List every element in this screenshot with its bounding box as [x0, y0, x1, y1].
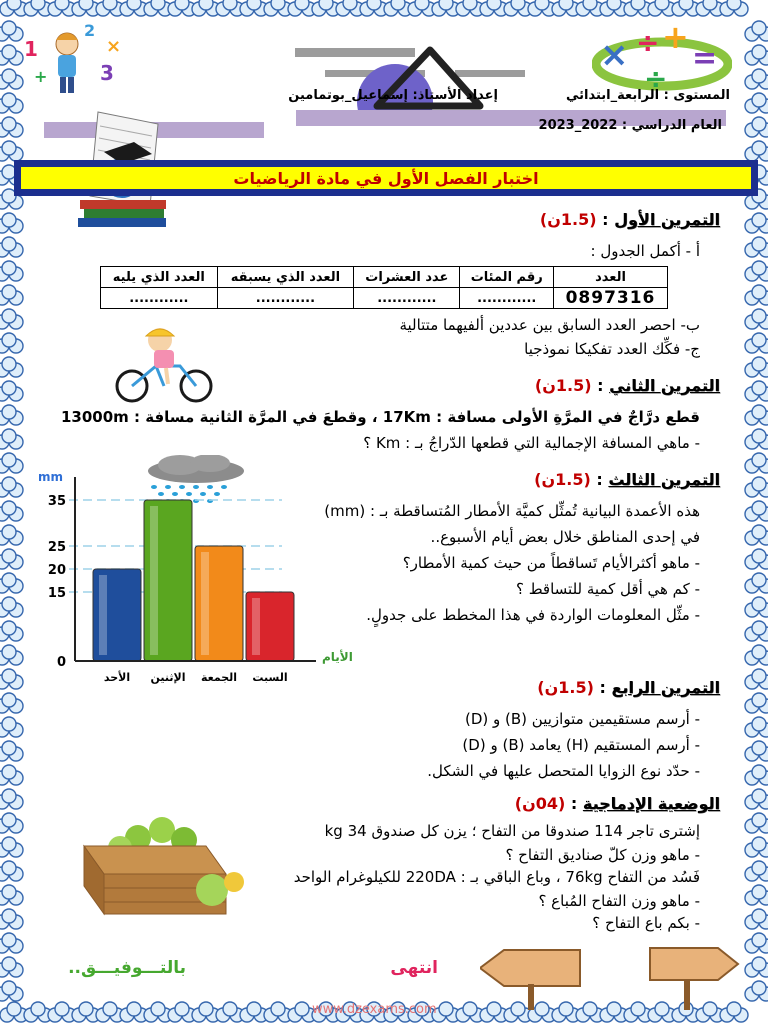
exam-title-inner — [20, 166, 752, 190]
ex3-title: التمرين الثالث — [608, 470, 720, 489]
ex5-line1: إشترى تاجر 114 صندوقا من التفاح ؛ يزن كل صندوق 34 kg — [324, 822, 700, 840]
chart-y-label: mm — [38, 470, 64, 484]
chart-bar-highlight — [150, 506, 158, 655]
ex1-points: (1.5ن) — [539, 210, 597, 229]
ex4-line2: - أرسم المستقيم (H) يعامد (B) و (D) — [462, 736, 700, 754]
svg-text:×: × — [106, 36, 122, 57]
chart-x-label: الأيام — [322, 650, 353, 664]
table-cell-blank: ............ — [460, 288, 554, 309]
rain-bar-chart — [20, 455, 360, 691]
svg-text:3: 3 — [100, 61, 114, 85]
ex1-heading: التمرين الأول : (1.5ن) — [539, 210, 720, 229]
table-header-cell: العدد — [553, 267, 667, 288]
ex5-line3: فَسُد من التفاح 76kg ، وباع الباقي بـ : 220DA للكيلوغرام الواحد — [293, 868, 700, 886]
svg-text:1: 1 — [24, 37, 38, 61]
chart-y-tick-label: 15 — [47, 586, 66, 601]
svg-text:=: = — [692, 41, 718, 76]
end-label: انتهى — [390, 958, 438, 978]
good-luck-label: بالتـــوفيـــق.. — [68, 958, 186, 978]
number-table — [100, 266, 668, 309]
table-header-cell: رقم المئات — [460, 267, 554, 288]
exam-title-box — [14, 160, 758, 196]
svg-text:2: 2 — [84, 22, 96, 40]
chart-x-tick-label: الأحد — [103, 671, 131, 684]
year-label: العام الدراسي : 2022_2023 — [538, 118, 722, 133]
ex2-heading: التمرين الثاني : (1.5ن) — [534, 376, 720, 395]
svg-text:÷: ÷ — [636, 26, 660, 59]
chart-y-tick-label: 35 — [47, 494, 66, 509]
chart-y-ticks — [48, 494, 66, 670]
ex3-heading: التمرين الثالث : (1.5ن) — [534, 470, 720, 489]
signposts-illustration — [480, 938, 742, 1012]
table-header-row — [101, 267, 668, 288]
ex5-heading: الوضعية الإدماجية : (04ن) — [514, 794, 720, 813]
ex5-line2: - ماهو وزن كلّ صناديق التفاح ؟ — [505, 846, 700, 864]
cyclist-illustration — [108, 322, 218, 404]
ex3-line1: هذه الأعمدة البيانية تُمثِّل كميَّة الأمطار المُتساقطة بـ : (mm) — [324, 502, 700, 520]
chart-y-tick-label: 0 — [56, 655, 66, 670]
chart-y-tick-label: 25 — [47, 540, 66, 555]
ex4-line1: - أرسم مستقيمين متوازيين (B) و (D) — [464, 710, 700, 728]
table-cell-number: 0897316 — [553, 288, 667, 309]
ex3-line4: - كم هي أقل كمية للتساقط ؟ — [515, 580, 700, 598]
chart-x-tick-label: السبت — [252, 671, 288, 684]
level-label: المستوى : الرابعة_ابتدائي — [565, 88, 730, 103]
table-row — [101, 288, 668, 309]
ex4-heading: التمرين الرابع : (1.5ن) — [537, 678, 720, 697]
ex2-points: (1.5ن) — [534, 376, 592, 395]
chart-bar-highlight — [201, 552, 209, 655]
ex5-points: (04ن) — [514, 794, 566, 813]
ex3-points: (1.5ن) — [534, 470, 591, 489]
table-cell-blank: ............ — [217, 288, 354, 309]
watermark: www.dzexams.com — [312, 1002, 437, 1017]
exam-title: اختبار الفصل الأول في مادة الرياضيات — [233, 168, 539, 188]
rain-cloud-icon — [148, 455, 244, 483]
ex5-line5: - بكم باع التفاح ؟ — [592, 914, 700, 932]
math-symbols-illustration — [592, 18, 732, 98]
ex1-title: التمرين الأول — [614, 210, 720, 229]
ex4-points: (1.5ن) — [537, 678, 594, 697]
ex1-a-text: أ - أكمل الجدول : — [590, 242, 700, 260]
chart-x-tick-label: الإثنين — [150, 671, 186, 684]
table-header-cell: العدد الذي يليه — [101, 267, 218, 288]
ex3-line5: - مثِّل المعلومات الواردة في هذا المخطط على جدولٍ. — [366, 606, 700, 624]
teacher-label: إعداد الأستاذ: إسماعيل_بوتمامين — [288, 88, 498, 103]
table-cell-blank: ............ — [101, 288, 218, 309]
ex3-line2: في إحدى المناطق خلال بعض أيام الأسبوع.. — [430, 528, 700, 546]
ex4-line3: - حدّد نوع الزوايا المتحصل عليها في الشكل. — [427, 762, 700, 780]
ex1-c-text: ج- فكِّك العدد تفكيكا نموذجيا — [524, 340, 700, 358]
kid-numbers-illustration — [22, 22, 132, 102]
ex2-line1: قطع درَّاجٌ في المرَّةِ الأولى مسافة : 17Km ، وقطعَ في المرَّة الثانية مسافة : 13000m — [60, 408, 700, 426]
chart-x-ticks — [104, 670, 288, 684]
svg-text:+: + — [662, 18, 689, 56]
svg-text:+: + — [34, 67, 48, 86]
svg-text:÷: ÷ — [644, 62, 668, 95]
ex3-line3: - ماهو أكثرالأيام تَساقطاً من حيث كمية الأمطار؟ — [402, 554, 700, 572]
ex5-line4: - ماهو وزن التفاح المُباع ؟ — [538, 892, 700, 910]
chart-bar-highlight — [252, 598, 260, 655]
table-header-cell: عدد العشرات — [354, 267, 460, 288]
ex5-title: الوضعية الإدماجية — [582, 794, 720, 813]
table-cell-blank: ............ — [354, 288, 460, 309]
chart-x-tick-label: الجمعة — [200, 671, 238, 684]
ex4-title: التمرين الرابع — [611, 678, 720, 697]
svg-text:×: × — [600, 35, 629, 75]
table-header-cell: العدد الذي يسبقه — [217, 267, 354, 288]
ex2-title: التمرين الثاني — [609, 376, 720, 395]
apple-crate-illustration — [76, 816, 246, 920]
chart-bar-highlight — [99, 575, 107, 655]
ex1-b-text: ب- احصر العدد السابق بين عددين ألفيهما متتالية — [399, 316, 700, 334]
chart-bars — [93, 500, 294, 661]
chart-y-tick-label: 20 — [47, 563, 66, 578]
ex2-line2: - ماهي المسافة الإجمالية التي قطعها الدّراجُ بـ : Km ؟ — [363, 434, 700, 452]
